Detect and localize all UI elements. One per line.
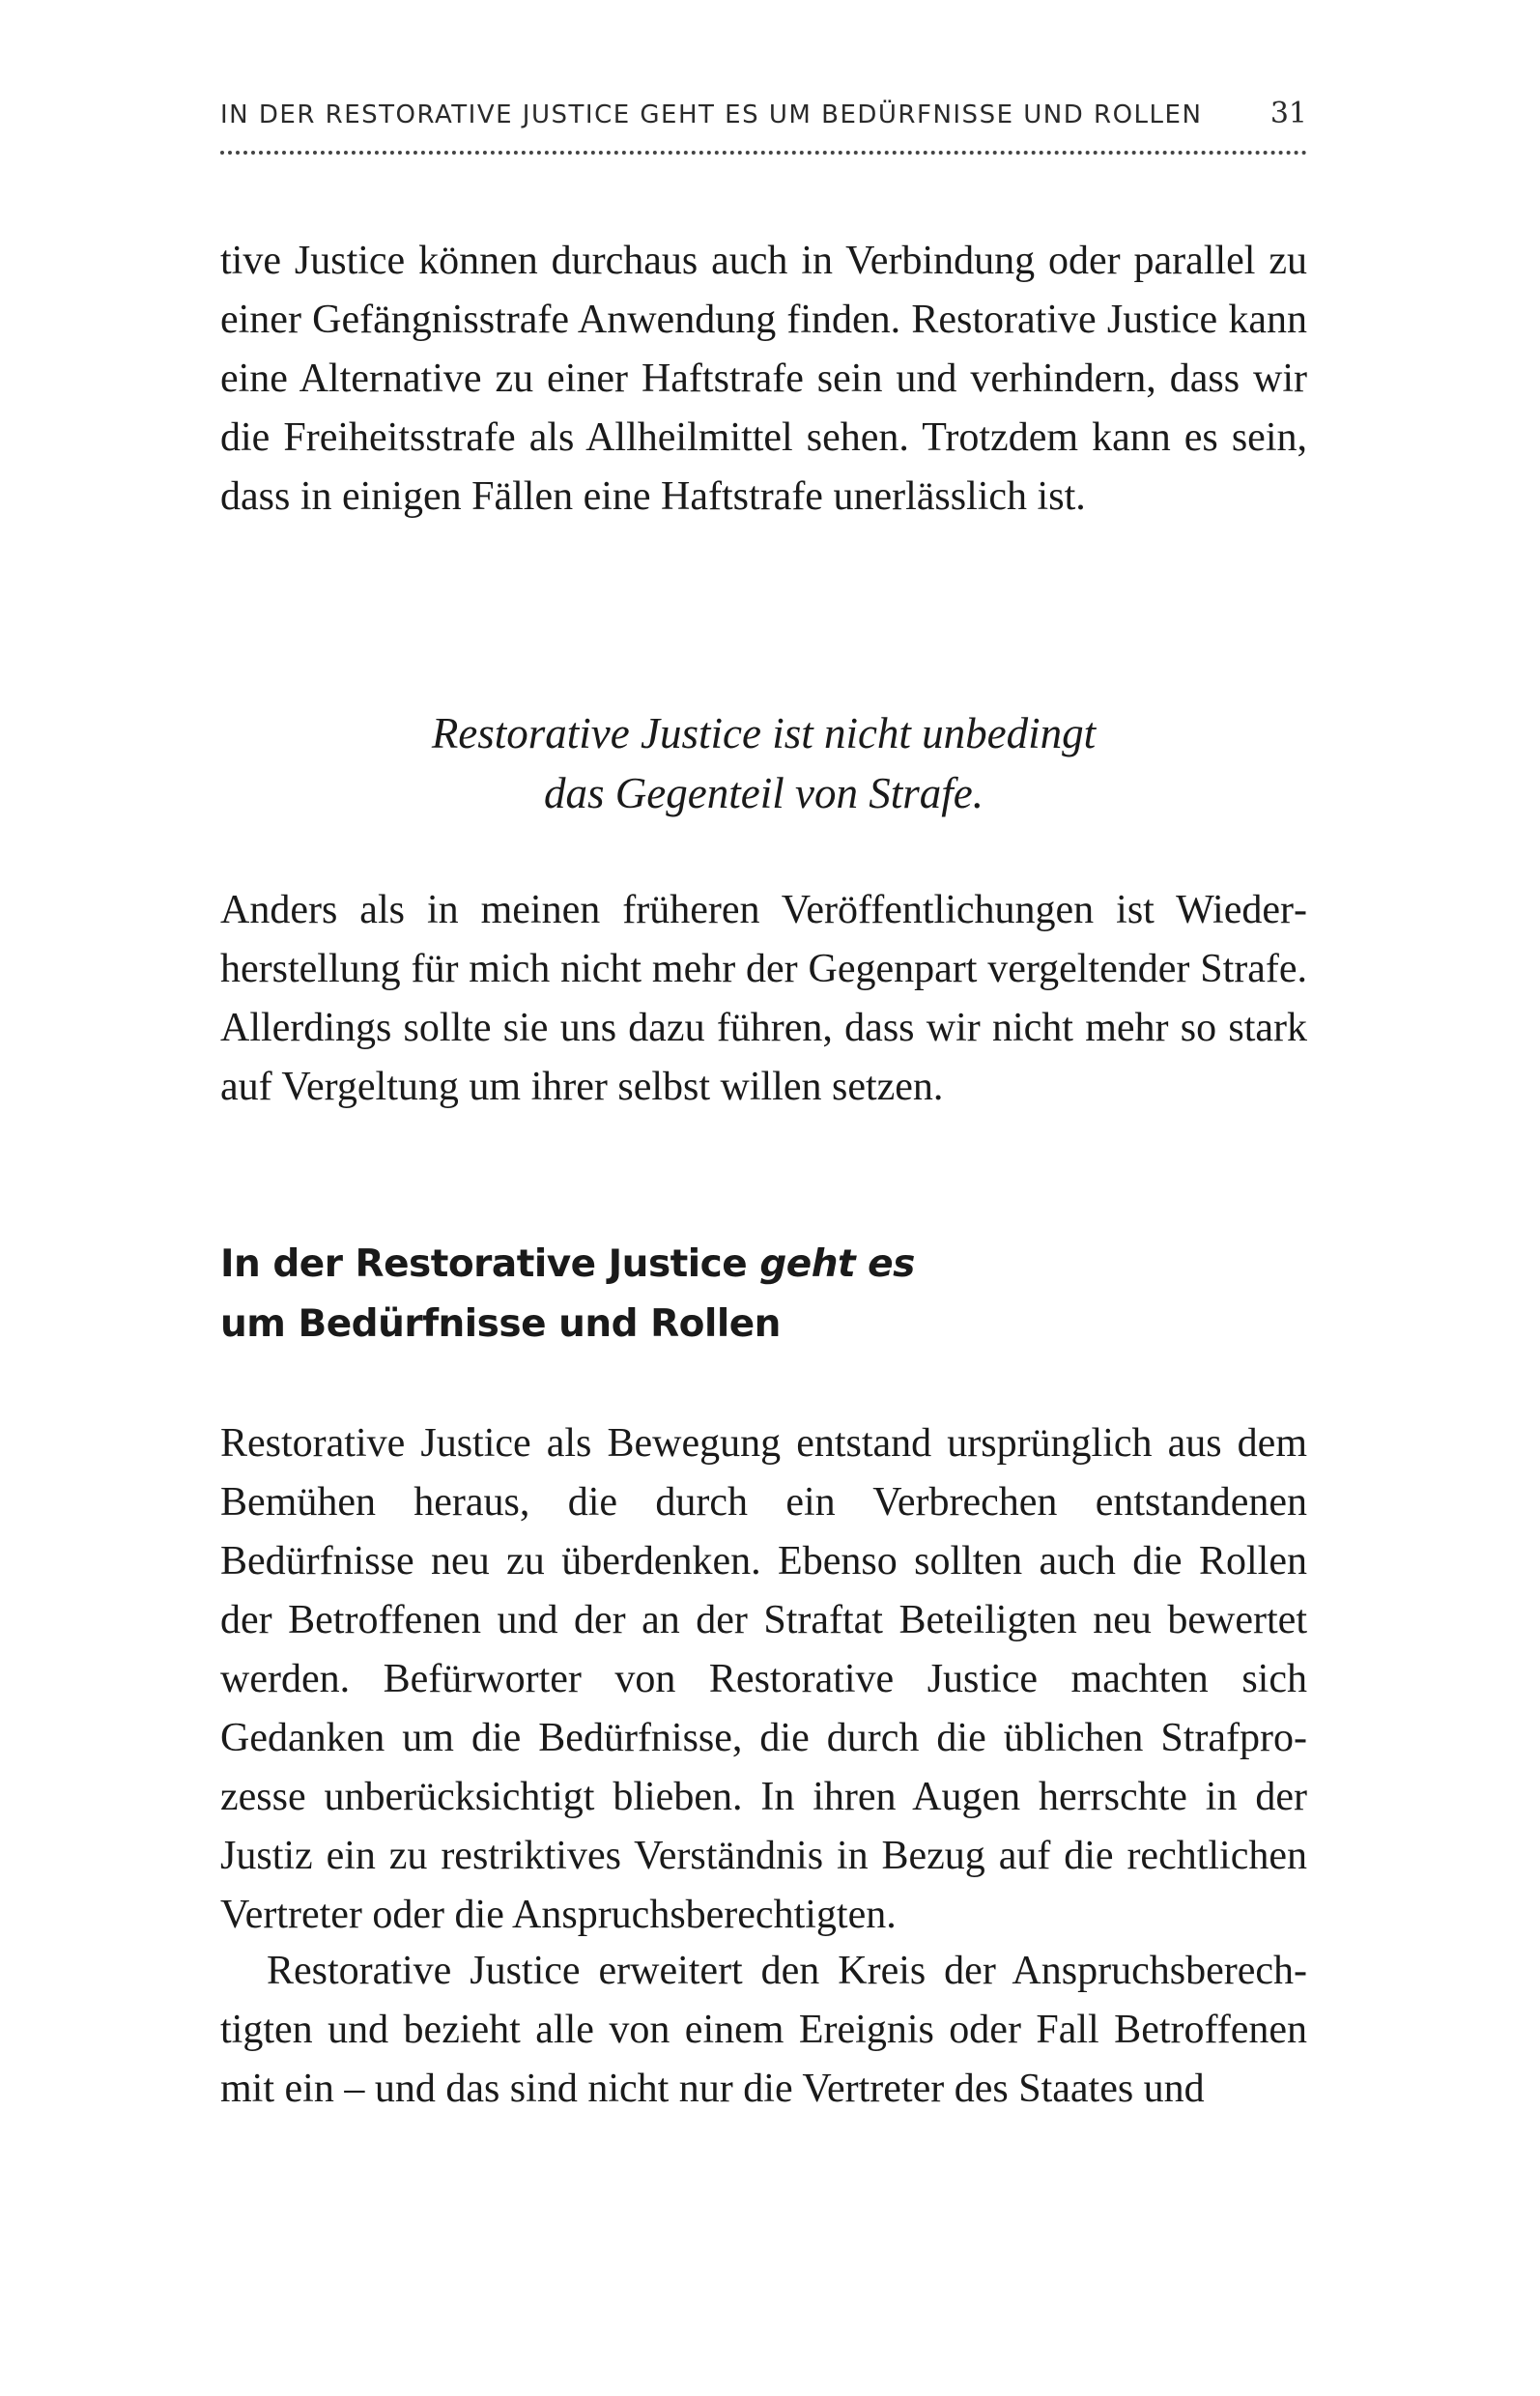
paragraph-continuation: tive Justice können durchaus auch in Verbindung oder parallel zu einer Gefängnisstrafe Anwendung finden. Restorative Justice kann eine Alternative zu einer Haftstrafe sein und verhindern, dass wir die Freiheitsstrafe als Allheilmittel sehen. Trotzdem kann es sein, dass in einigen Fällen eine Haftstrafe unerlässlich ist. [220, 239, 1307, 519]
section-heading-italic: geht es [759, 1242, 915, 1286]
paragraph-movement: Restorative Justice als Bewegung entstand ursprünglich aus dem Bemühen heraus, die durch ein Verbrechen entstandenen Bedürfnisse neu zu überdenken. Ebenso sollten auch die Rollen der Betroffenen und der an der Straftat Beteiligten neu bewertet werden. Befürworter von Restorative Justice machten sich Gedanken um die Bedürfnisse, die durch die üblichen Strafprozesse unberücksichtigt blieben. In ihren Augen herrschte in der Justiz ein zu restriktives Verständnis in Bezug auf die rechtlichen Vertreter oder die Anspruchsberechtigten. [220, 1421, 1307, 1937]
paragraph-stakeholders: Restorative Justice erweitert den Kreis der Anspruchsberechtigten und bezieht alle von einem Ereignis oder Fall Betroffenen mit ein – und das sind nicht nur die Vertreter des Staates und [220, 1949, 1307, 2111]
book-page [220, 0, 1307, 2396]
header-dotted-rule [220, 151, 1307, 155]
paragraph-retribution: Anders als in meinen früheren Veröffentlichungen ist Wiederherstellung für mich nicht mehr der Gegenpart vergeltender Strafe. Allerdings sollte sie uns dazu führen, dass wir nicht mehr so stark auf Vergeltung um ihrer selbst willen setzen. [220, 888, 1307, 1109]
section-heading-line-1 [220, 1235, 1307, 1295]
running-title: IN DER RESTORATIVE JUSTICE GEHT ES UM BEDÜRFNISSE UND ROLLEN [220, 100, 1203, 129]
section-heading [220, 1235, 1307, 1355]
section-heading-regular: In der Restorative Justice [220, 1242, 760, 1286]
pull-quote-line-1: Restorative Justice ist nicht unbedingt [431, 709, 1097, 757]
pull-quote [220, 703, 1307, 823]
running-header [220, 97, 1307, 141]
pull-quote-line-2: das Gegenteil von Strafe. [544, 769, 984, 817]
section-heading-line-2: um Bedürfnisse und Rollen [220, 1302, 781, 1346]
page-number: 31 [1269, 97, 1307, 130]
